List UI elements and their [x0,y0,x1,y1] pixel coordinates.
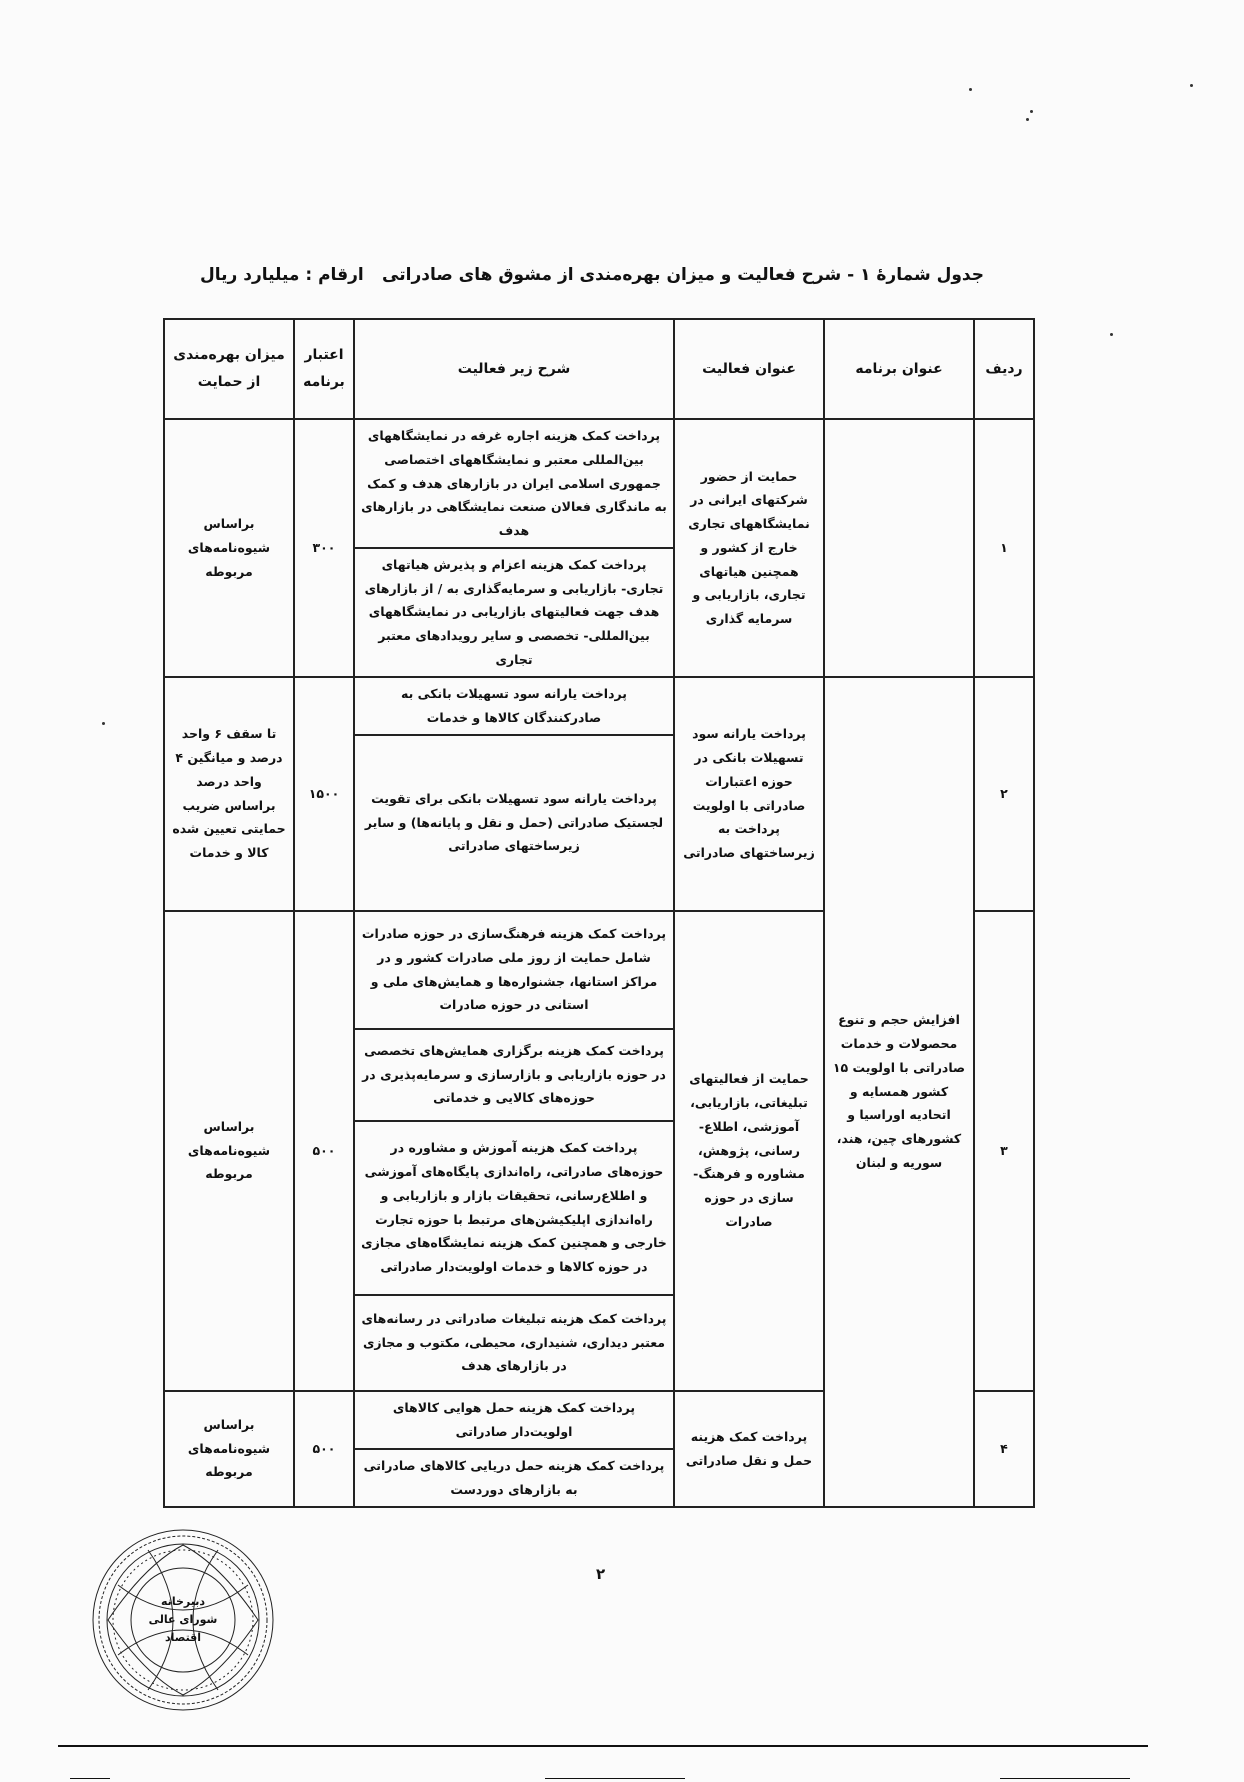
scan-speck [1030,110,1033,113]
scan-speck [1026,118,1029,121]
sub-activity-cell: پرداخت کمک هزینه حمل دریایی کالاهای صادراتی به بازارهای دوردست [354,1449,674,1507]
col-radif: ردیف [974,319,1034,419]
credit-cell: ۵۰۰ [294,1391,354,1507]
table-title: جدول شمارۀ ۱ - شرح فعالیت و میزان بهره‌مندی از مشوق های صادراتی [382,265,984,285]
unit-label: ارقام : میلیارد ریال [200,265,364,285]
benefit-cell: براساس شیوه‌نامه‌های مربوطه [164,419,294,677]
sub-activity-cell: پرداخت کمک هزینه اعزام و پذیرش هیاتهای تجاری- بازاریابی و سرمایه‌گذاری به / از بازارهای هدف جهت فعالیتهای بازاریابی در نمایشگاههای بین‌المللی- تخصصی و سایر رویدادهای معتبر تجاری [354,548,674,677]
sub-activity-cell: پرداخت کمک هزینه آموزش و مشاوره در حوزه‌های صادراتی، راه‌اندازی پایگاه‌های آموزشی و اطلاع‌رسانی، تحقیقات بازار و بازاریابی و راه‌اندازی اپلیکیشن‌های مرتبط با حوزه تجارت خارجی و همچنین کمک هزینه نمایشگاه‌های مجازی در حوزه کالاها و خدمات اولویت‌دار صادراتی [354,1121,674,1295]
col-program: عنوان برنامه [824,319,974,419]
sub-activity-cell: پرداخت کمک هزینه اجاره غرفه در نمایشگاههای بین‌المللی معتبر و نمایشگاههای اختصاصی جمهوری اسلامی ایران در بازارهای هدف و کمک به ماندگاری فعالان صنعت نمایشگاهی در بازارهای هدف [354,419,674,548]
col-activity: عنوان فعالیت [674,319,824,419]
official-seal-stamp [88,1525,278,1715]
col-benefit: میزان بهره‌مندی از حمایت [164,319,294,419]
scan-speck [1190,84,1193,87]
bottom-rule [58,1745,1148,1747]
scan-speck [102,722,105,725]
benefit-cell: براساس شیوه‌نامه‌های مربوطه [164,911,294,1391]
sub-activity-cell: پرداخت یارانه سود تسهیلات بانکی به صادرکنندگان کالاها و خدمات [354,677,674,735]
radif-cell: ۳ [974,911,1034,1391]
footer-dash [70,1778,110,1779]
export-incentives-table [163,318,1035,1508]
activity-cell: پرداخت کمک هزینه حمل و نقل صادراتی [674,1391,824,1507]
benefit-cell: براساس شیوه‌نامه‌های مربوطه [164,1391,294,1507]
scan-speck [1110,333,1113,336]
radif-cell: ۱ [974,419,1034,677]
col-description: شرح زیر فعالیت [354,319,674,419]
program-title-cell: افزایش حجم و تنوع محصولات و خدمات صادراتی با اولویت ۱۵ کشور همسایه و اتحادیه اوراسیا و کشورهای چین، هند، سوریه و لبنان [824,677,974,1507]
radif-cell: ۴ [974,1391,1034,1507]
col-credit: اعتبار برنامه [294,319,354,419]
svg-text:شورای عالی: شورای عالی [148,1613,218,1626]
table-row [164,419,1034,548]
sub-activity-cell: پرداخت کمک هزینه حمل هوایی کالاهای اولویت‌دار صادراتی [354,1391,674,1449]
benefit-cell: تا سقف ۶ واحد درصد و میانگین ۴ واحد درصد براساس ضریب حمایتی تعیین شده کالا و خدمات [164,677,294,911]
footer-dash [1000,1778,1130,1779]
footer-dash [545,1778,685,1779]
activity-cell: حمایت از حضور شرکتهای ایرانی در نمایشگاههای تجاری خارج از کشور و همچنین هیاتهای تجاری، بازاریابی و سرمایه گذاری [674,419,824,677]
page-number: ۲ [596,1565,606,1583]
sub-activity-cell: پرداخت کمک هزینه تبلیغات صادراتی در رسانه‌های معتبر دیداری، شنیداری، محیطی، مکتوب و مجازی در بازارهای هدف [354,1295,674,1391]
svg-text:اقتصاد: اقتصاد [164,1631,202,1644]
program-cell [824,419,974,677]
sub-activity-cell: پرداخت کمک هزینه فرهنگ‌سازی در حوزه صادرات شامل حمایت از روز ملی صادرات کشور و در مراکز استانها، جشنواره‌ها و همایش‌های ملی و استانی در حوزه صادرات [354,911,674,1029]
svg-text:دبیرخانه: دبیرخانه [161,1595,205,1608]
activity-cell: حمایت از فعالیتهای تبلیغاتی، بازاریابی، آموزشی، اطلاع- رسانی، پژوهش، مشاوره و فرهنگ- سازی در حوزه صادرات [674,911,824,1391]
credit-cell: ۱۵۰۰ [294,677,354,911]
radif-cell: ۲ [974,677,1034,911]
table-header-row [164,319,1034,419]
credit-cell: ۳۰۰ [294,419,354,677]
sub-activity-cell: پرداخت کمک هزینه برگزاری همایش‌های تخصصی در حوزه بازاریابی و بازارسازی و سرمایه‌پذیری در حوزه‌های کالایی و خدماتی [354,1029,674,1121]
table-row [164,677,1034,735]
sub-activity-cell: پرداخت یارانه سود تسهیلات بانکی برای تقویت لجستیک صادراتی (حمل و نقل و پایانه‌ها) و سایر زیرساختهای صادراتی [354,735,674,911]
credit-cell: ۵۰۰ [294,911,354,1391]
scan-speck [969,88,972,91]
activity-cell: پرداخت یارانه سود تسهیلات بانکی در حوزه اعتبارات صادراتی با اولویت پرداخت به زیرساختهای صادراتی [674,677,824,911]
